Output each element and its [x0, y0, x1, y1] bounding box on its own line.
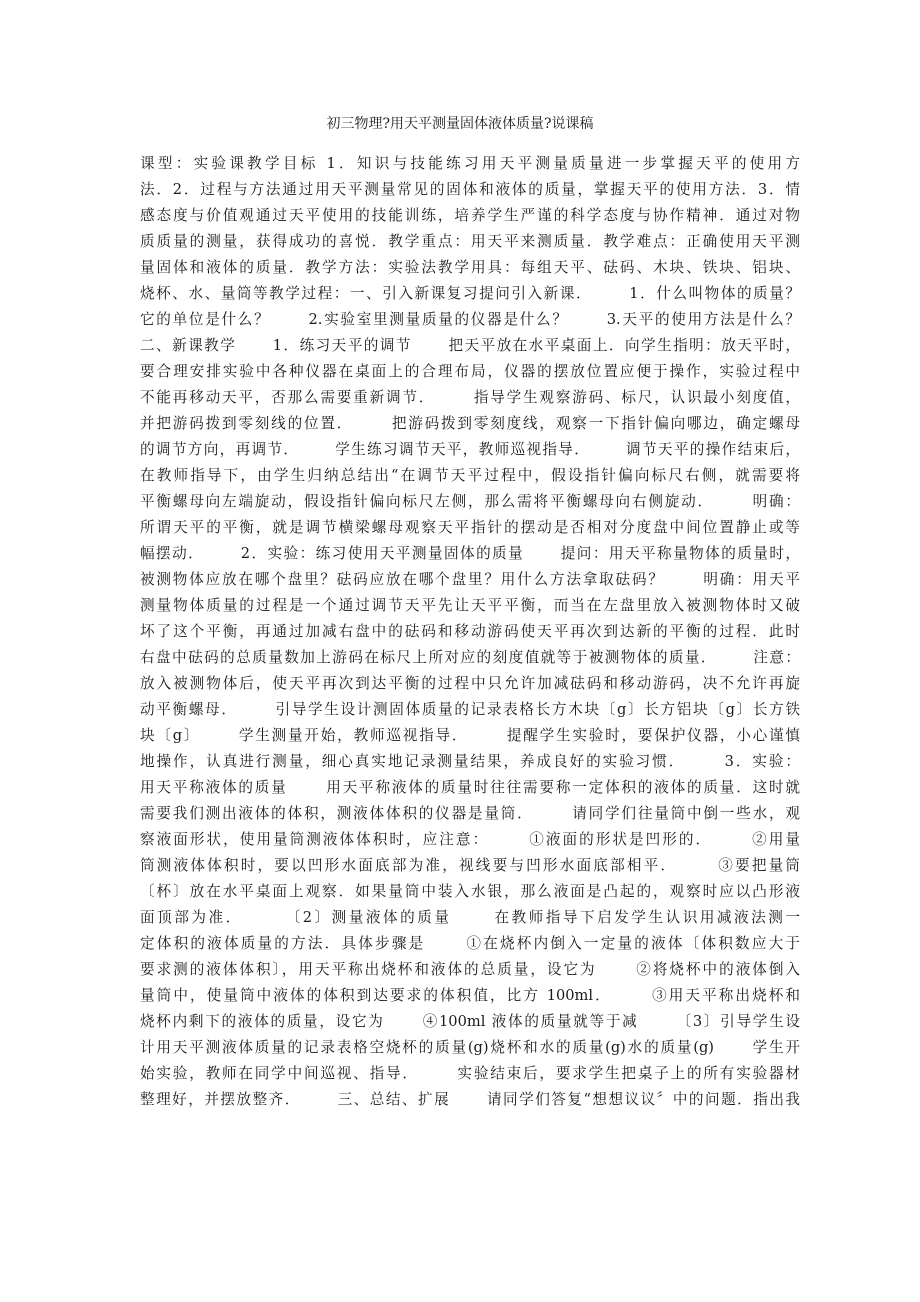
body-text-line: 烧杯内剩下的液体的质量，设它为 ④100ml 液体的质量就等于减 〔3〕引导学生设	[140, 1013, 800, 1030]
body-text-line: 计用天平测液体质量的记录表格空烧杯的质量(g)烧杯和水的质量(g)水的质量(g) 学生开	[140, 1039, 800, 1056]
body-text-line: 面顶部为准． 〔2〕测量液体的质量 在教师指导下启发学生认识用减液法测一	[140, 909, 800, 926]
body-text-line: 始实验，教师在同学中间巡视、指导． 实验结束后，要求学生把桌子上的所有实验器材	[140, 1065, 800, 1082]
body-text-line: 被测物体应放在哪个盘里？砝码应放在哪个盘里？用什么方法拿取砝码？ 明确：用天平	[140, 571, 800, 588]
body-text-line: 平衡螺母向左端旋动，假设指针偏向标尺左侧，那么需将平衡螺母向右侧旋动． 明确：	[140, 493, 800, 510]
body-text-line: 感态度与价值观通过天平使用的技能训练，培养学生严谨的科学态度与协作精神．通过对物	[140, 207, 800, 224]
body-text-line: 幅摆动． 2．实验：练习使用天平测量固体的质量 提问：用天平称量物体的质量时，	[140, 545, 800, 562]
body-text-line: 用天平称液体的质量 用天平称液体的质量时往往需要称一定体积的液体的质量．这时就	[140, 779, 800, 796]
body-text-line: 要合理安排实验中各种仪器在桌面上的合理布局，仪器的摆放位置应便于操作，实验过程中	[140, 363, 800, 380]
body-text-line: 坏了这个平衡，再通过加减右盘中的砝码和移动游码使天平再次到达新的平衡的过程．此时	[140, 623, 800, 640]
body-text-line: 量固体和液体的质量．教学方法：实验法教学用具：每组天平、砝码、木块、铁块、铝块、	[140, 259, 800, 276]
body-text-line: 课型：实验课教学目标 1．知识与技能练习用天平测量质量进一步掌握天平的使用方	[140, 155, 800, 172]
body-text-line: 需要我们测出液体的体积，测液体体积的仪器是量筒． 请同学们往量筒中倒一些水，观	[140, 805, 800, 822]
body-text-line: 二、新课教学 1．练习天平的调节 把天平放在水平桌面上．向学生指明：放天平时，	[140, 337, 800, 354]
body-text-line: 动平衡螺母． 引导学生设计测固体质量的记录表格长方木块〔g〕长方铝块〔g〕长方铁	[140, 701, 800, 718]
body-text-line: 筒测液体体积时，要以凹形水面底部为准，视线要与凹形水面底部相平． ③要把量筒	[140, 857, 800, 874]
body-text-line: 量筒中，使量筒中液体的体积到达要求的体积值，比方 100ml． ③用天平称出烧杯和	[140, 987, 800, 1004]
body-text-line: 察液面形状，使用量筒测液体体积时，应注意： ①液面的形状是凹形的． ②用量	[140, 831, 800, 848]
body-text-line: 所谓天平的平衡，就是调节横梁螺母观察天平指针的摆动是否相对分度盘中间位置静止或等	[140, 519, 800, 536]
body-text-line: 并把游码拨到零刻线的位置． 把游码拨到零刻度线，观察一下指针偏向哪边，确定螺母	[140, 415, 800, 432]
document-title: 初三物理?用天平测量固体液体质量?说课稿	[326, 116, 594, 132]
body-text-line: 不能再移动天平，否那么需要重新调节． 指导学生观察游码、标尺，认识最小刻度值，	[140, 389, 800, 406]
document-body	[140, 151, 800, 1113]
body-text-line: 右盘中砝码的总质量数加上游码在标尺上所对应的刻度值就等于被测物体的质量． 注意：	[140, 649, 800, 666]
body-text-line: 法．2．过程与方法通过用天平测量常见的固体和液体的质量，掌握天平的使用方法．3．情	[140, 181, 800, 198]
body-text-line: 地操作，认真进行测量，细心真实地记录测量结果，养成良好的实验习惯． 3．实验：	[140, 753, 800, 770]
body-text-line: 定体积的液体质量的方法．具体步骤是 ①在烧杯内倒入一定量的液体〔体积数应大于	[140, 935, 800, 952]
body-text-line: 烧杯、水、量筒等教学过程：一、引入新课复习提问引入新课． 1．什么叫物体的质量？	[140, 285, 800, 302]
body-text-line: 测量物体质量的过程是一个通过调节天平先让天平平衡，而当在左盘里放入被测物体时又破	[140, 597, 800, 614]
body-text-line: 块〔g〕 学生测量开始，教师巡视指导． 提醒学生实验时，要保护仪器，小心谨慎	[140, 727, 800, 744]
body-text-line: 在教师指导下，由学生归纳总结出“在调节天平过程中，假设指针偏向标尺右侧，就需要将	[140, 467, 800, 484]
body-text-line: 整理好，并摆放整齐． 三、总结、扩展 请同学们答复“想想议议〞中的问题．指出我	[140, 1091, 800, 1108]
body-text-line: 质质量的测量，获得成功的喜悦．教学重点：用天平来测质量．教学难点：正确使用天平测	[140, 233, 800, 250]
body-text-line: 的调节方向，再调节． 学生练习调节天平，教师巡视指导． 调节天平的操作结束后，	[140, 441, 800, 458]
body-text-line: 〔杯〕放在水平桌面上观察．如果量筒中装入水银，那么液面是凸起的，观察时应以凸形液	[140, 883, 800, 900]
body-text-line: 它的单位是什么？ 2.实验室里测量质量的仪器是什么？ 3.天平的使用方法是什么？	[140, 311, 800, 328]
body-text-line: 放入被测物体后，使天平再次到达平衡的过程中只允许加减砝码和移动游码，决不允许再旋	[140, 675, 800, 692]
body-text-line: 要求测的液体体积〕，用天平称出烧杯和液体的总质量，设它为 ②将烧杯中的液体倒入	[140, 961, 800, 978]
